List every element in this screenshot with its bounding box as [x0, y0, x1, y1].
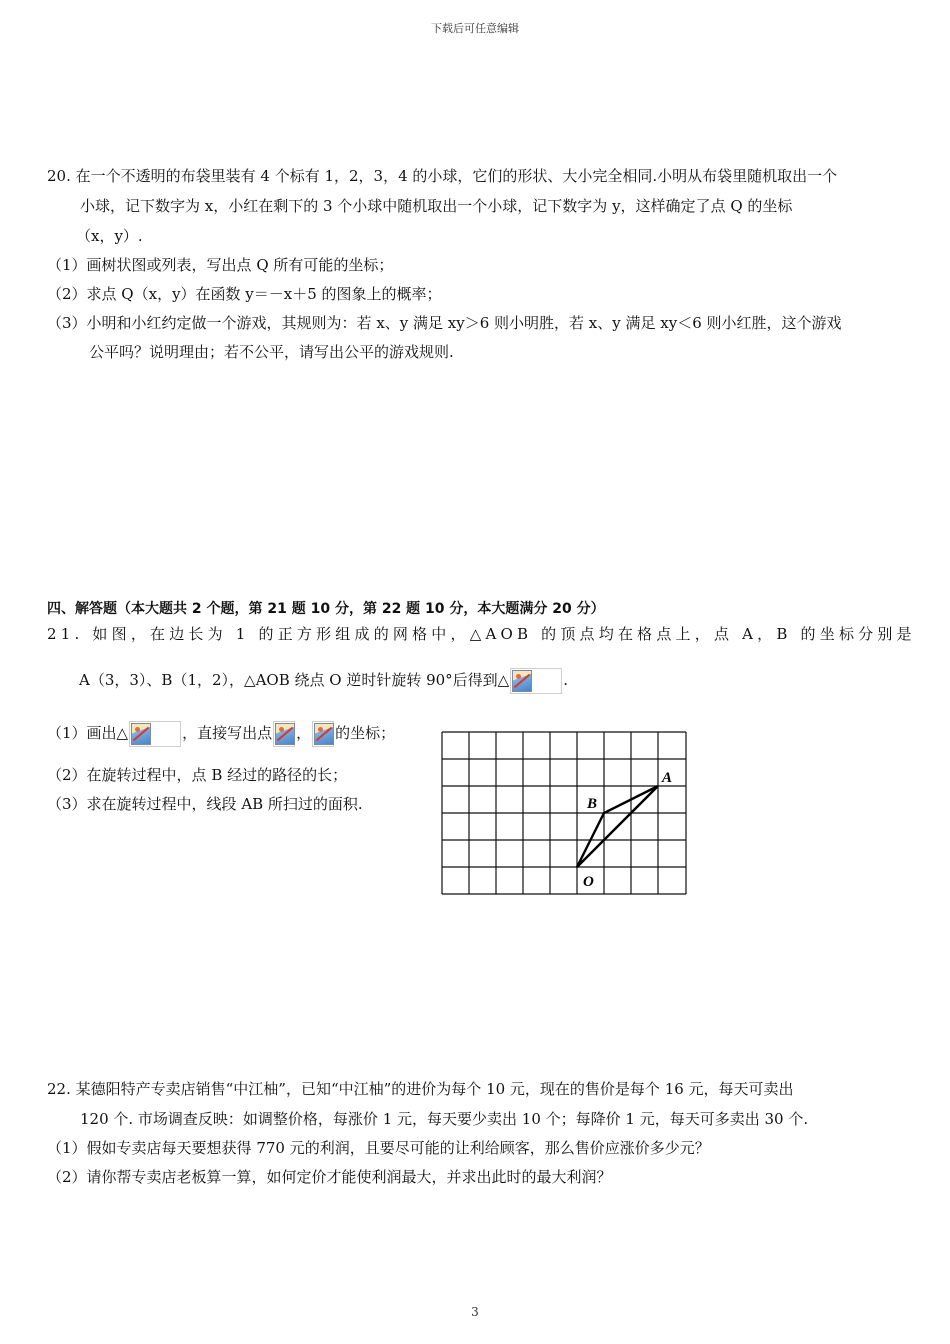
broken-image-icon: [131, 723, 151, 745]
q21-part-2: （2）在旋转过程中，点 B 经过的路径的长；: [47, 766, 348, 784]
q20-part-1: （1）画树状图或列表，写出点 Q 所有可能的坐标；: [47, 256, 394, 274]
grid-figure: [440, 730, 690, 900]
broken-image-icon: [314, 723, 334, 745]
broken-image-icon: [275, 723, 295, 745]
q20-part-3-line-2: 公平吗？说明理由；若不公平，请写出公平的游戏规则.: [89, 343, 454, 361]
broken-image-icon: [512, 670, 532, 692]
q21-part-1-suffix: 的坐标；: [335, 724, 396, 742]
label-o: O: [583, 874, 594, 890]
point-b-prime-image: [312, 721, 334, 747]
q21-part-1-mid: ，直接写出点: [182, 724, 273, 742]
q22-part-1: （1）假如专卖店每天要想获得 770 元的利润，且要尽可能的让利给顾客，那么售价应涨价多少元？: [47, 1139, 710, 1157]
triangle-image: [129, 721, 181, 747]
label-a: A: [662, 770, 673, 786]
q22-part-2: （2）请你帮专卖店老板算一算，如何定价才能使利润最大，并求出此时的最大利润？: [47, 1168, 612, 1186]
q21-line-2-text: A（3，3）、B（1，2），△AOB 绕点 O 逆时针旋转 90°后得到△: [79, 671, 510, 689]
q21-part-3: （3）求在旋转过程中，线段 AB 所扫过的面积.: [47, 795, 363, 813]
grid-lines: [442, 732, 686, 894]
q20-line-2: 小球，记下数字为 x，小红在剩下的 3 个小球中随机取出一个小球，记下数字为 y，这样确定了点 Q 的坐标: [80, 197, 793, 215]
q21-line-1: 21. 如图，在边长为 1 的正方形组成的网格中，△AOB 的顶点均在格点上，点 A，B 的坐标分别是: [47, 625, 916, 643]
q21-part-1-comma: ，: [296, 724, 312, 742]
section-4-title: 四、解答题（本大题共 2 个题，第 21 题 10 分，第 22 题 10 分，本大题满分 20 分）: [47, 601, 605, 617]
q20-line-1: 20. 在一个不透明的布袋里装有 4 个标有 1，2，3，4 的小球，它们的形状、大小完全相同.小明从布袋里随机取出一个: [47, 167, 838, 185]
q22-line-1: 22. 某德阳特产专卖店销售“中江柚”，已知“中江柚”的进价为每个 10 元，现在的售价是每个 16 元，每天可卖出: [47, 1080, 794, 1098]
page-header: 下载后可任意编辑: [431, 22, 519, 35]
point-a-prime-image: [273, 721, 295, 747]
q20-part-3-line-1: （3）小明和小红约定做一个游戏，其规则为：若 x、y 满足 xy＞6 则小明胜，若 x、y 满足 xy＜6 则小红胜，这个游戏: [47, 314, 842, 332]
q20-line-3: （x，y）.: [76, 227, 143, 245]
rotated-triangle-image: [510, 668, 562, 694]
page-number: 3: [471, 1305, 479, 1319]
q21-part-1-prefix: （1）画出△: [47, 724, 129, 742]
q22-line-2: 120 个. 市场调查反映：如调整价格，每涨价 1 元，每天要少卖出 10 个；每降价 1 元，每天可多卖出 30 个.: [80, 1110, 809, 1128]
q21-line-2: [79, 668, 568, 694]
label-b: B: [587, 796, 598, 812]
q21-line-2-end: .: [563, 671, 568, 689]
q21-part-1: [47, 721, 395, 747]
q20-part-2: （2）求点 Q（x，y）在函数 y＝－x＋5 的图象上的概率；: [47, 285, 442, 303]
